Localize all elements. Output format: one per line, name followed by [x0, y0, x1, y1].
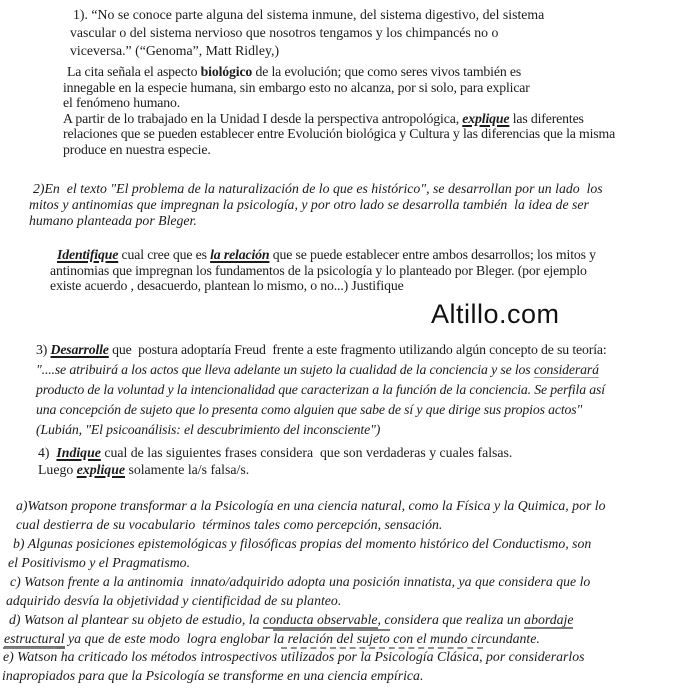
text-run: ha criticado los métodos introspectivos — [57, 649, 281, 664]
text-run: 1). “No se conoce parte alguna del sistema inmune, del sistema digestivo, del sistema — [73, 7, 545, 22]
text-run: adquirido desvía la objetividad y cientificidad de su planteo. — [6, 593, 342, 608]
text-run: una concepción de sujeto que lo presenta como alguien que sabe de sí y que dirige sus propios actos" — [36, 402, 583, 417]
question-1-quote — [70, 6, 544, 60]
text-run: cual destierra de su vocabulario términos tales como percepción, sensación. — [16, 517, 443, 532]
question-3 — [36, 340, 607, 440]
question-2-intro — [29, 181, 603, 229]
text-run: viceversa.” (“Genoma”, Matt Ridley,) — [70, 43, 280, 58]
text-run: que se puede establecer entre ambos desarrollos; los mitos y — [269, 247, 596, 262]
text-run: b) Algunas posiciones epistemológicas y filosóficas propias del momento histórico del Conductismo, son — [13, 536, 592, 551]
text-run: ya que de este modo logra englobar — [64, 631, 274, 646]
text-run: relaciones que se pueden establecer entre Evolución biológica y Cultura y las diferencias que la misma — [63, 126, 616, 141]
text-run: humano planteada por Bleger. — [29, 213, 197, 228]
text-run: Indique — [56, 445, 101, 460]
text-run: estructural — [4, 631, 65, 649]
text-run: inapropiados para que la Psicología se transforme en una ciencia empírica. — [2, 668, 424, 683]
question-4 — [38, 444, 512, 478]
text-run: utilizados por la Psicología Clásica, — [280, 649, 483, 664]
question-1-prompt — [63, 64, 615, 157]
text-run: d) Watson al plantear su objeto de estudio, la — [9, 612, 263, 627]
text-run: por considerarlos — [482, 649, 585, 664]
text-run: biológico — [200, 64, 253, 79]
statement-d — [4, 610, 573, 648]
text-run: antinomias que impregnan los fundamentos de la psicología y lo planteado por Bleger. (por ejemplo — [50, 262, 587, 278]
text-run: produce en nuestra especie. — [63, 141, 211, 157]
text-run: innegable en la especie humana, sin embargo esto no alcanza, por si solo, para explicar — [63, 79, 530, 95]
text-run: (Lubián, "El psicoanálisis: el descubrimiento del inconsciente") — [36, 422, 381, 437]
statement-e — [2, 647, 585, 685]
text-run: a)Watson propone transformar a la Psicología en una ciencia natural, como la Física y la Quimica, por lo — [16, 498, 606, 513]
text-run: existe acuerdo , desacuerdo, plantean lo mismo, o no...) Justifique — [50, 278, 404, 293]
text-run: Desarrolle — [50, 342, 109, 357]
text-run: vascular o del sistema nervioso que nosotros tengamos y los chimpancés no o — [70, 25, 499, 40]
text-run: explique — [462, 110, 510, 126]
statement-c — [6, 572, 590, 610]
text-run: con el mundo circundante. — [389, 631, 540, 646]
text-run: Identifique — [57, 247, 119, 262]
text-run: que postura adoptaría Freud frente a este fragmento utilizando algún concepto de su teoría: — [108, 342, 607, 357]
text-run: la relación — [210, 247, 270, 262]
text-run: cual de las siguientes frases considera que son verdaderas y cuales falsas. — [100, 445, 513, 460]
text-run: abordaje — [524, 612, 574, 627]
text-run: producto de la voluntad y la intencionalidad que caracterizan a la función de la conciencia. Se perfila así — [36, 382, 605, 397]
text-run: e) Watson — [3, 649, 58, 664]
text-run: considerará — [533, 362, 599, 377]
text-run: cual cree que es — [118, 247, 211, 262]
text-run: "....se atribuirá a los actos que lleva adelante un sujeto la cualidad de la conciencia y se los — [36, 362, 534, 377]
text-run: solamente la/s falsa/s. — [125, 462, 250, 477]
text-run: c) Watson frente a la antinomia innato/adquirido adopta una posición innatista, ya que considera que lo — [10, 574, 591, 589]
statement-b — [8, 534, 591, 572]
text-run: la relación del sujeto — [273, 631, 390, 646]
text-run: las diferentes — [509, 110, 584, 126]
statement-a — [16, 496, 606, 534]
question-2-task — [50, 247, 596, 294]
text-run: 4) — [38, 445, 57, 460]
text-run: explique — [76, 462, 125, 477]
text-run: conducta observable — [262, 612, 378, 627]
text-run: 2)En el texto "El problema de la naturalización de lo que es histórico", se desarrollan por un lado los — [33, 181, 603, 196]
text-run: el Positivismo y el Pragmatismo. — [8, 555, 191, 570]
altillo-watermark: Altillo.com — [431, 299, 560, 329]
text-run: A partir de lo trabajado en la Unidad I desde la perspectiva antropológica, — [63, 110, 463, 126]
text-run: Luego — [38, 462, 77, 477]
text-run: La cita señala el aspecto — [67, 64, 201, 79]
text-run: de la evolución; que como seres vivos también es — [252, 64, 522, 79]
text-run: 3) — [36, 342, 51, 357]
text-run: el fenómeno humano. — [63, 95, 181, 110]
text-run: mitos y antinomias que impregnan la psicología, y por otro lado se desarrolla también la idea de ser — [29, 197, 589, 212]
text-run: , considera que realiza un — [377, 612, 525, 627]
